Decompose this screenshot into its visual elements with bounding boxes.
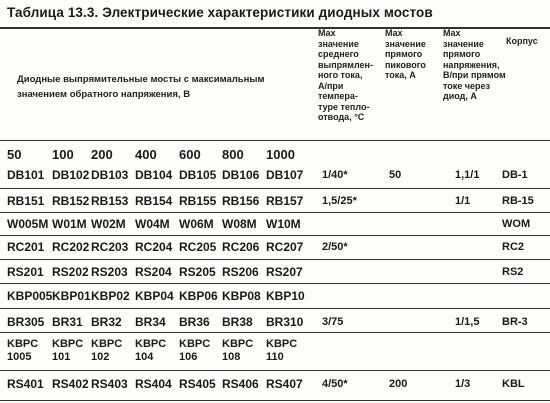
model-cell: RB157 xyxy=(266,194,304,208)
model-cell-line: 104 xyxy=(135,351,154,363)
model-cell: RS401 xyxy=(7,377,44,391)
vf-cell: 1/1,5 xyxy=(455,316,480,328)
case-cell: RB-15 xyxy=(502,195,534,207)
voltage-header: 800 xyxy=(222,147,244,162)
header-line: тока, А xyxy=(385,70,416,80)
model-cell: BR34 xyxy=(135,315,166,329)
model-cell: RB151 xyxy=(7,194,45,208)
model-cell: RS404 xyxy=(135,377,172,391)
header-line: пикового xyxy=(385,59,426,70)
model-cell: W04M xyxy=(135,217,170,231)
header-line: токе через xyxy=(443,80,491,91)
model-cell: BR305 xyxy=(7,315,45,329)
model-cell: W02M xyxy=(91,217,126,231)
model-cell-line: 1005 xyxy=(7,351,32,363)
header-line: Max xyxy=(443,28,461,38)
row-rule xyxy=(0,283,550,284)
model-cell: RC203 xyxy=(91,240,129,254)
model-cell-line: KBPC xyxy=(52,338,84,350)
model-cell: RS207 xyxy=(266,265,303,279)
row-rule xyxy=(0,370,550,371)
model-cell: RS406 xyxy=(222,377,259,391)
vf-cell: 1/1 xyxy=(455,195,471,207)
model-cell-line: KBPC xyxy=(266,338,298,350)
model-cell: RS205 xyxy=(179,265,216,279)
model-cell: RS202 xyxy=(52,265,89,279)
header-current xyxy=(318,28,373,123)
header-line: значение xyxy=(385,38,426,49)
model-cell: BR310 xyxy=(266,315,304,329)
model-cell: RC206 xyxy=(222,240,260,254)
model-cell: KBP04 xyxy=(135,289,174,303)
header-voltage xyxy=(443,28,506,102)
model-cell: RB155 xyxy=(179,194,217,208)
model-cell: RC204 xyxy=(135,240,173,254)
model-cell: RS402 xyxy=(52,377,89,391)
model-cell xyxy=(179,338,210,364)
model-cell xyxy=(266,338,297,364)
case-cell: WOM xyxy=(502,218,531,230)
current-cell: 4/50* xyxy=(322,378,348,390)
model-cell-line: KBPC xyxy=(7,338,39,350)
model-cell-line: 102 xyxy=(91,351,110,363)
vf-cell: 1,1/1 xyxy=(455,169,480,181)
model-cell-line: KBPC xyxy=(91,338,123,350)
voltage-header: 200 xyxy=(91,147,113,162)
header-line: Max xyxy=(318,28,336,38)
model-cell: RC207 xyxy=(266,240,304,254)
model-cell: KBP005 xyxy=(7,289,53,303)
header-line: прямого xyxy=(385,49,423,59)
model-cell: RS403 xyxy=(91,377,128,391)
model-cell: RB156 xyxy=(222,194,260,208)
header-line: темпера- xyxy=(318,91,358,101)
model-cell-line: KBPC xyxy=(135,338,167,350)
model-cell: KBP01 xyxy=(52,289,91,303)
model-cell: DB103 xyxy=(91,168,129,182)
header-case xyxy=(506,36,538,47)
model-cell xyxy=(52,338,83,364)
header-line: диод, А xyxy=(443,91,477,101)
header-line: прямого xyxy=(443,49,481,59)
model-cell: RC201 xyxy=(7,240,45,254)
model-cell: W08M xyxy=(222,217,257,231)
current-cell: 2/50* xyxy=(322,241,348,253)
header-line: выпрямлен- xyxy=(318,59,373,70)
model-cell: KBP10 xyxy=(266,289,305,303)
model-cell: DB105 xyxy=(179,168,217,182)
voltage-header: 100 xyxy=(52,147,74,162)
header-line: отвода, °C xyxy=(318,112,365,122)
voltage-description: Диодные выпрямительные мосты с максимальным значением обратного напряжения, В xyxy=(17,74,265,100)
model-cell: BR36 xyxy=(179,315,210,329)
header-line: ного тока, xyxy=(318,70,363,80)
model-cell: DB106 xyxy=(222,168,260,182)
current-cell: 1,5/25* xyxy=(322,195,357,207)
model-cell: RS206 xyxy=(222,265,259,279)
model-cell: RB154 xyxy=(135,194,173,208)
model-cell: RC202 xyxy=(52,240,90,254)
model-cell: KBP02 xyxy=(91,289,130,303)
current-cell: 1/40* xyxy=(322,169,348,181)
model-cell: BR31 xyxy=(52,315,83,329)
model-cell: W01M xyxy=(52,217,87,231)
model-cell-line: 106 xyxy=(179,351,198,363)
model-cell: BR38 xyxy=(222,315,253,329)
row-rule xyxy=(0,400,550,401)
model-cell: RB152 xyxy=(52,194,90,208)
model-cell xyxy=(222,338,253,364)
header-line: напряжения, xyxy=(443,59,500,70)
model-cell: RB153 xyxy=(91,194,129,208)
row-rule xyxy=(0,308,550,309)
header-line: значение xyxy=(318,38,359,49)
case-cell: KBL xyxy=(502,378,525,390)
model-cell: RS203 xyxy=(91,265,128,279)
header-line: значение xyxy=(443,38,484,49)
model-cell: RS405 xyxy=(179,377,216,391)
model-cell: KBP08 xyxy=(222,289,261,303)
model-cell: W005M xyxy=(7,217,49,231)
model-cell xyxy=(135,338,166,364)
model-cell: RC205 xyxy=(179,240,217,254)
model-cell: DB104 xyxy=(135,168,173,182)
model-cell-line: 108 xyxy=(222,351,241,363)
model-cell-line: KBPC xyxy=(179,338,211,350)
vf-cell: 1/3 xyxy=(455,378,471,390)
model-cell: W10M xyxy=(266,217,301,231)
header-line: среднего xyxy=(318,49,359,59)
case-cell: BR-3 xyxy=(502,316,528,328)
peak-cell: 50 xyxy=(389,169,402,181)
row-rule xyxy=(0,188,550,189)
header-line: туре тепло- xyxy=(318,101,370,112)
header-line: Корпус xyxy=(506,36,538,46)
model-cell xyxy=(7,338,38,364)
model-cell: DB107 xyxy=(266,168,304,182)
row-rule xyxy=(0,259,550,260)
voltage-header: 600 xyxy=(179,147,201,162)
header-rule xyxy=(0,140,550,141)
current-cell: 3/75 xyxy=(322,316,344,328)
header-line: А/при xyxy=(318,80,344,91)
model-cell-line: 101 xyxy=(52,351,71,363)
header-peak xyxy=(385,28,426,81)
voltage-header: 1000 xyxy=(266,147,295,162)
header-line: Max xyxy=(385,28,403,38)
model-cell: DB102 xyxy=(52,168,90,182)
model-cell: RS201 xyxy=(7,265,44,279)
row-rule xyxy=(0,332,550,333)
model-cell-line: 110 xyxy=(266,351,284,363)
model-cell: RS204 xyxy=(135,265,172,279)
voltage-header: 400 xyxy=(135,147,157,162)
header-line: В/при прямом xyxy=(443,70,506,80)
table-title: Таблица 13.3. Электрические характеристики диодных мостов xyxy=(7,5,433,20)
model-cell: DB101 xyxy=(7,168,45,182)
voltage-header: 50 xyxy=(7,147,22,162)
model-cell: KBP06 xyxy=(179,289,218,303)
model-cell xyxy=(91,338,122,364)
model-cell: W06M xyxy=(179,217,214,231)
row-rule xyxy=(0,235,550,236)
peak-cell: 200 xyxy=(389,378,408,390)
row-rule xyxy=(0,212,550,213)
case-cell: DB-1 xyxy=(502,169,528,181)
model-cell: BR32 xyxy=(91,315,122,329)
case-cell: RS2 xyxy=(502,266,524,278)
case-cell: RC2 xyxy=(502,241,525,253)
model-cell: RS407 xyxy=(266,377,303,391)
model-cell-line: KBPC xyxy=(222,338,254,350)
